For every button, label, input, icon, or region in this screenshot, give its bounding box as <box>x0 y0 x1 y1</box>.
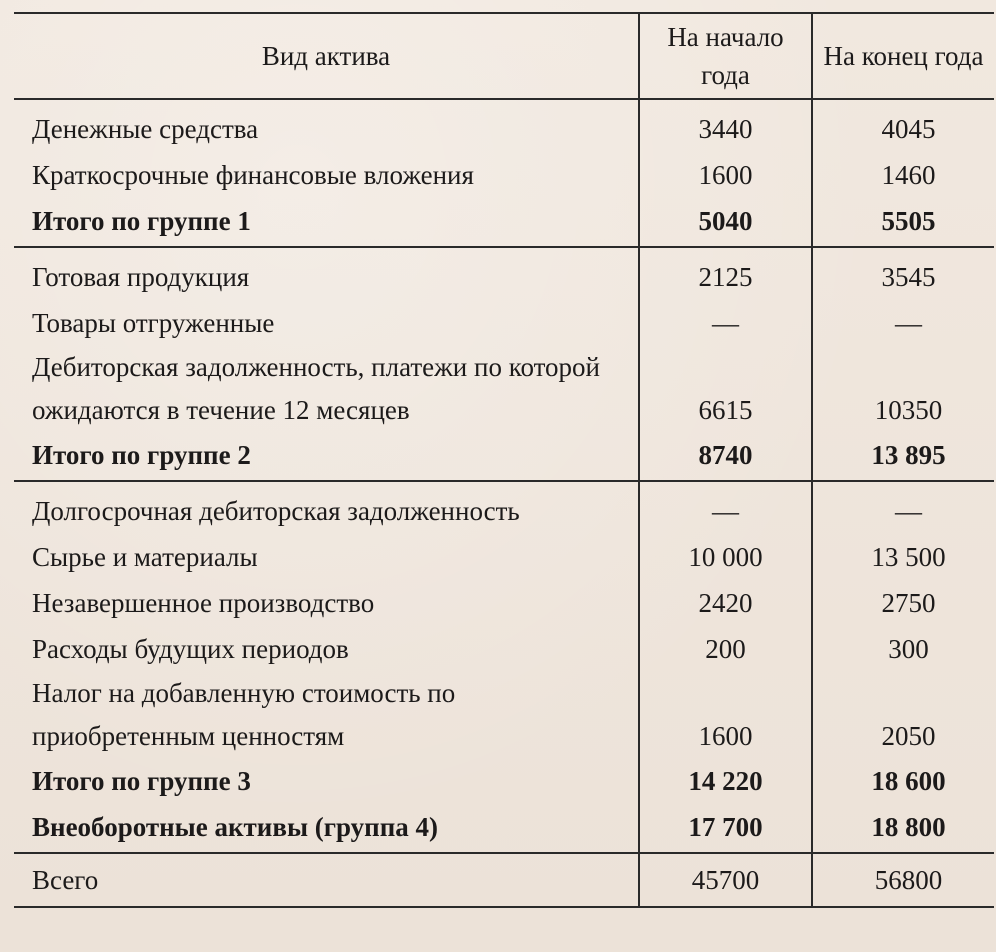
group-total-start: 14 220 <box>639 758 812 804</box>
value-end: 2750 <box>881 588 936 618</box>
asset-name: Готовая продукция <box>32 262 250 292</box>
group-total-end: 13 895 <box>812 432 994 481</box>
group-total-end: 5505 <box>812 198 994 247</box>
table-row <box>14 346 994 432</box>
asset-table <box>14 12 994 908</box>
table-row <box>14 580 994 626</box>
value-start: 3440 <box>639 99 812 152</box>
value-end: 10350 <box>874 395 943 425</box>
noncurrent-assets-end: 18 800 <box>812 804 994 853</box>
table-row <box>14 672 994 758</box>
value-start: 6615 <box>639 346 812 432</box>
group-total-row <box>14 198 994 247</box>
group-total-end: 18 600 <box>871 766 946 796</box>
value-end: 4045 <box>881 114 936 144</box>
value-end: 300 <box>888 634 929 664</box>
asset-name: Сырье и материалы <box>32 542 258 572</box>
value-start: 2125 <box>639 247 812 300</box>
header-start-of-year: На начало года <box>639 13 812 99</box>
table-row <box>14 481 994 534</box>
noncurrent-assets-label: Внеоборотные активы (группа 4) <box>14 804 639 853</box>
asset-name: Краткосрочные финансовые вложения <box>32 160 474 190</box>
group-total-row <box>14 758 994 804</box>
table-row <box>14 300 994 346</box>
asset-name: Незавершенное производство <box>32 588 375 618</box>
table-row <box>14 152 994 198</box>
value-end: 1460 <box>881 160 936 190</box>
grand-total-row <box>14 853 994 907</box>
value-start: — <box>639 300 812 346</box>
table-row <box>14 99 994 152</box>
value-end: 2050 <box>881 721 936 751</box>
table-row <box>14 247 994 300</box>
table-row <box>14 534 994 580</box>
group-total-row <box>14 432 994 481</box>
value-start: 200 <box>639 626 812 672</box>
group-total-label: Итого по группе 2 <box>14 432 639 481</box>
value-end: — <box>895 308 922 338</box>
table-header-row <box>14 13 994 99</box>
asset-name: Товары отгруженные <box>32 308 275 338</box>
value-start: 2420 <box>639 580 812 626</box>
value-start: 1600 <box>639 152 812 198</box>
group-total-label: Итого по группе 1 <box>14 198 639 247</box>
asset-name: Дебиторская задолженность, платежи по которой ожидаются в течение 12 месяцев <box>32 352 600 425</box>
header-end-of-year: На конец года <box>812 13 994 99</box>
noncurrent-assets-start: 17 700 <box>639 804 812 853</box>
value-start: 1600 <box>639 672 812 758</box>
group-total-label: Итого по группе 3 <box>32 766 251 796</box>
asset-name: Налог на добавленную стоимость по приобретенным ценностям <box>32 678 456 751</box>
asset-name: Долгосрочная дебиторская задолженность <box>32 496 520 526</box>
asset-name: Расходы будущих периодов <box>32 634 349 664</box>
header-asset-type: Вид актива <box>14 13 639 99</box>
grand-total-start: 45700 <box>639 853 812 907</box>
noncurrent-assets-row <box>14 804 994 853</box>
value-end: 13 500 <box>871 542 946 572</box>
value-end: 3545 <box>881 262 936 292</box>
asset-name: Денежные средства <box>32 114 259 144</box>
group-total-start: 5040 <box>639 198 812 247</box>
value-end: — <box>895 496 922 526</box>
value-start: — <box>639 481 812 534</box>
grand-total-end: 56800 <box>812 853 994 907</box>
value-start: 10 000 <box>639 534 812 580</box>
group-total-start: 8740 <box>639 432 812 481</box>
table-row <box>14 626 994 672</box>
grand-total-label: Всего <box>14 853 639 907</box>
